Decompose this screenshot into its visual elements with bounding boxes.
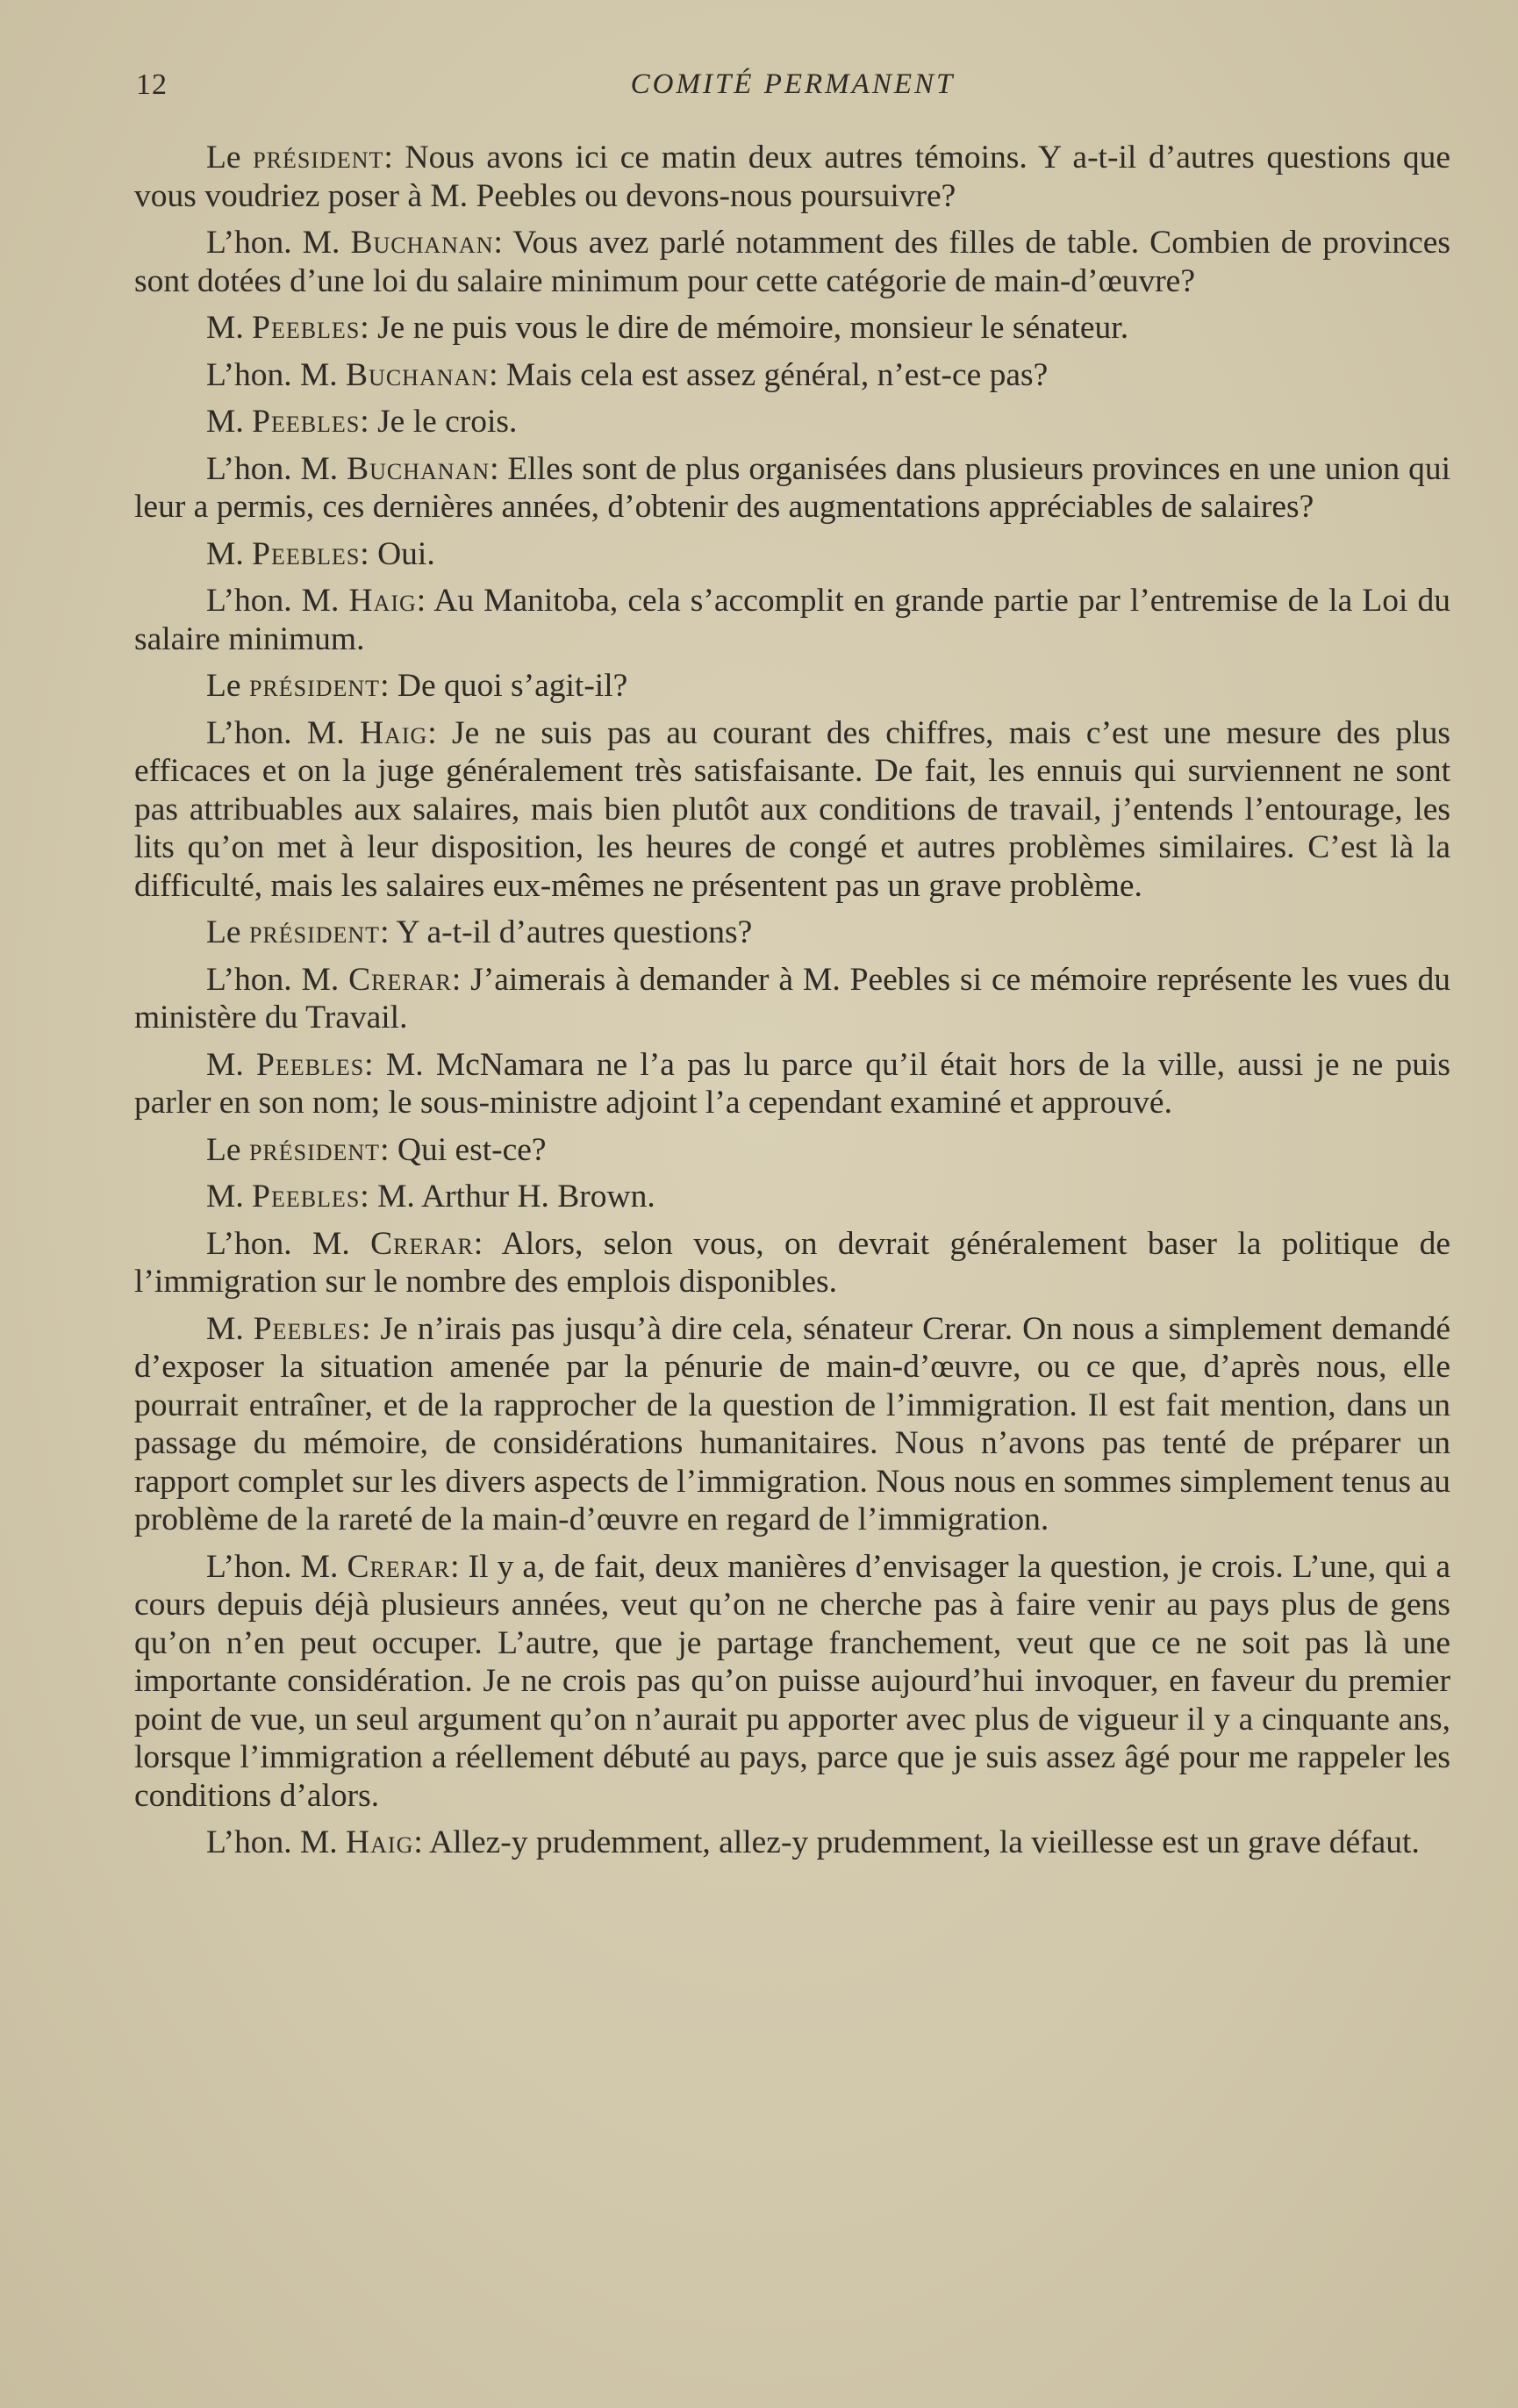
speaker-prefix: Le	[206, 140, 254, 176]
speech-text: : Allez-y prudemment, allez-y prudemment, la vieillesse est un grave défaut.	[413, 1824, 1420, 1860]
speech-text: : M. Arthur H. Brown.	[360, 1179, 655, 1215]
speaker-name: Haig	[348, 583, 417, 619]
transcript-paragraph	[134, 403, 1450, 441]
transcript-paragraph	[134, 961, 1450, 1037]
speaker-name: Peebles	[252, 310, 361, 346]
transcript-paragraph	[134, 356, 1450, 395]
speech-text: : Je le crois.	[360, 404, 518, 440]
transcript-paragraph	[134, 1131, 1450, 1170]
speech-text: : Qui est-ce?	[380, 1131, 547, 1168]
transcript-paragraph	[134, 1548, 1450, 1816]
speaker-name: Crerar	[348, 961, 452, 998]
speech-text: : Je ne puis vous le dire de mémoire, monsieur le sénateur.	[360, 310, 1129, 346]
speaker-prefix: L’hon. M.	[206, 961, 349, 998]
speech-text: : Elles sont de plus organisées dans plusieurs provinces en une union qui leur a permis, ces dernières années, d’obtenir des augmentations appréciables de salaires?	[134, 450, 1450, 525]
speech-text: : Au Manitoba, cela s’accomplit en grande partie par l’entremise de la Loi du salaire minimum.	[134, 583, 1450, 657]
speaker-prefix: Le	[206, 914, 249, 950]
transcript-paragraph	[134, 914, 1450, 952]
speaker-prefix: L’hon. M.	[206, 225, 351, 261]
speaker-name: Peebles	[253, 1310, 362, 1347]
transcript-paragraph	[134, 582, 1450, 658]
transcript-paragraph	[134, 714, 1450, 906]
transcript-body	[134, 139, 1450, 1871]
transcript-paragraph	[134, 1178, 1450, 1216]
speaker-name: Buchanan	[347, 450, 490, 487]
speaker-name: Crerar	[370, 1225, 474, 1262]
speech-text: : J’aimerais à demander à M. Peebles si ce mémoire représente les vues du ministère du Travail.	[134, 961, 1450, 1036]
transcript-paragraph	[134, 450, 1450, 527]
running-head: COMITÉ PERMANENT	[630, 68, 956, 100]
transcript-paragraph	[134, 1824, 1450, 1862]
speaker-name: Haig	[359, 714, 428, 751]
speaker-name: Peebles	[252, 404, 361, 440]
speech-text: : Vous avez parlé notamment des filles de table. Combien de provinces sont dotées d’une loi du salaire minimum pour cette catégorie de main-d’œuvre?	[134, 225, 1451, 299]
speech-text: : Alors, selon vous, on devrait généralement baser la politique de l’immigration sur le nombre des emplois disponibles.	[134, 1225, 1451, 1300]
transcript-paragraph	[134, 535, 1450, 574]
speaker-prefix: L’hon. M.	[206, 714, 360, 751]
speaker-prefix: M.	[206, 404, 253, 440]
speech-text: : Il y a, de fait, deux manières d’envisager la question, je crois. L’une, qui a cours depuis déjà plusieurs années, veut qu’on ne cherche pas à faire venir au pays plus de gens qu’on n’en peut occuper. L’autre, que je partage franchement, veut que ce ne soit pas là une importante considération. Je ne crois pas qu’on puisse aujourd’hui invoquer, en faveur du premier point de vue, un seul argument qu’on n’aurait pu apporter avec plus de vigueur il y a cinquante ans, lorsque l’immigration a réellement débuté au pays, parce que je suis assez âgé pour me rappeler les conditions d’alors.	[134, 1548, 1450, 1814]
speaker-name: président	[248, 668, 381, 704]
speaker-prefix: L’hon. M.	[206, 583, 349, 619]
speaker-prefix: M.	[206, 1046, 256, 1083]
speaker-prefix: M.	[206, 535, 253, 572]
transcript-paragraph	[134, 667, 1450, 706]
page-header	[136, 68, 1450, 112]
speaker-prefix: L’hon. M.	[206, 1225, 371, 1262]
speaker-name: président	[248, 1131, 381, 1168]
transcript-paragraph	[134, 309, 1450, 348]
speaker-name: président	[253, 140, 384, 176]
transcript-paragraph	[134, 1046, 1450, 1122]
speech-text: : M. McNamara ne l’a pas lu parce qu’il était hors de la ville, aussi je ne puis parler en son nom; le sous-ministre adjoint l’a cependant examiné et approuvé.	[134, 1046, 1450, 1121]
speaker-name: président	[248, 914, 381, 950]
speech-text: : De quoi s’agit-il?	[380, 668, 628, 704]
speaker-name: Haig	[346, 1824, 414, 1860]
speaker-name: Buchanan	[346, 356, 490, 393]
speech-text: : Je n’irais pas jusqu’à dire cela, sénateur Crerar. On nous a simplement demandé d’exposer la situation amenée par la pénurie de main-d’œuvre, ou ce que, d’après nous, elle pourrait entraîner, et de la rapprocher de la question de l’immigration. Il est fait mention, dans un passage du mémoire, de considérations humanitaires. Nous n’avons pas tenté de préparer un rapport complet sur les divers aspects de l’immigration. Nous nous en sommes simplement tenus au problème de la rareté de la main-d’œuvre en regard de l’immigration.	[134, 1310, 1450, 1537]
speech-text: : Nous avons ici ce matin deux autres témoins. Y a-t-il d’autres questions que vous voudriez poser à M. Peebles ou devons-nous poursuivre?	[134, 140, 1450, 214]
speaker-name: Crerar	[347, 1548, 451, 1585]
page-number: 12	[136, 68, 168, 101]
speaker-prefix: L’hon. M.	[206, 450, 347, 487]
transcript-paragraph	[134, 1225, 1450, 1301]
speaker-prefix: M.	[206, 310, 253, 346]
speaker-name: Peebles	[252, 1179, 361, 1215]
transcript-paragraph	[134, 1310, 1450, 1539]
transcript-paragraph	[134, 139, 1450, 215]
speaker-prefix: L’hon. M.	[206, 356, 347, 393]
speaker-prefix: M.	[206, 1179, 253, 1215]
speaker-prefix: Le	[206, 1131, 249, 1168]
speaker-prefix: M.	[206, 1310, 254, 1347]
speech-text: : Oui.	[360, 535, 435, 572]
speech-text: : Mais cela est assez général, n’est-ce pas?	[489, 356, 1049, 393]
speaker-prefix: L’hon. M.	[206, 1824, 347, 1860]
speech-text: : Y a-t-il d’autres questions?	[380, 914, 753, 950]
speaker-name: Peebles	[252, 535, 361, 572]
transcript-paragraph	[134, 224, 1450, 300]
speech-text: : Je ne suis pas au courant des chiffres, mais c’est une mesure des plus efficaces et on la juge généralement très satisfaisante. De fait, les ennuis qui surviennent ne sont pas attribuables aux salaires, mais bien plutôt aux conditions de travail, j’entends l’entourage, les lits qu’on met à leur disposition, les heures de congé et autres problèmes similaires. C’est là la difficulté, mais les salaires eux-mêmes ne présentent pas un grave problème.	[134, 714, 1451, 904]
speaker-name: Peebles	[255, 1046, 365, 1083]
speaker-prefix: L’hon. M.	[206, 1548, 347, 1585]
speaker-prefix: Le	[206, 668, 249, 704]
speaker-name: Buchanan	[350, 225, 494, 261]
